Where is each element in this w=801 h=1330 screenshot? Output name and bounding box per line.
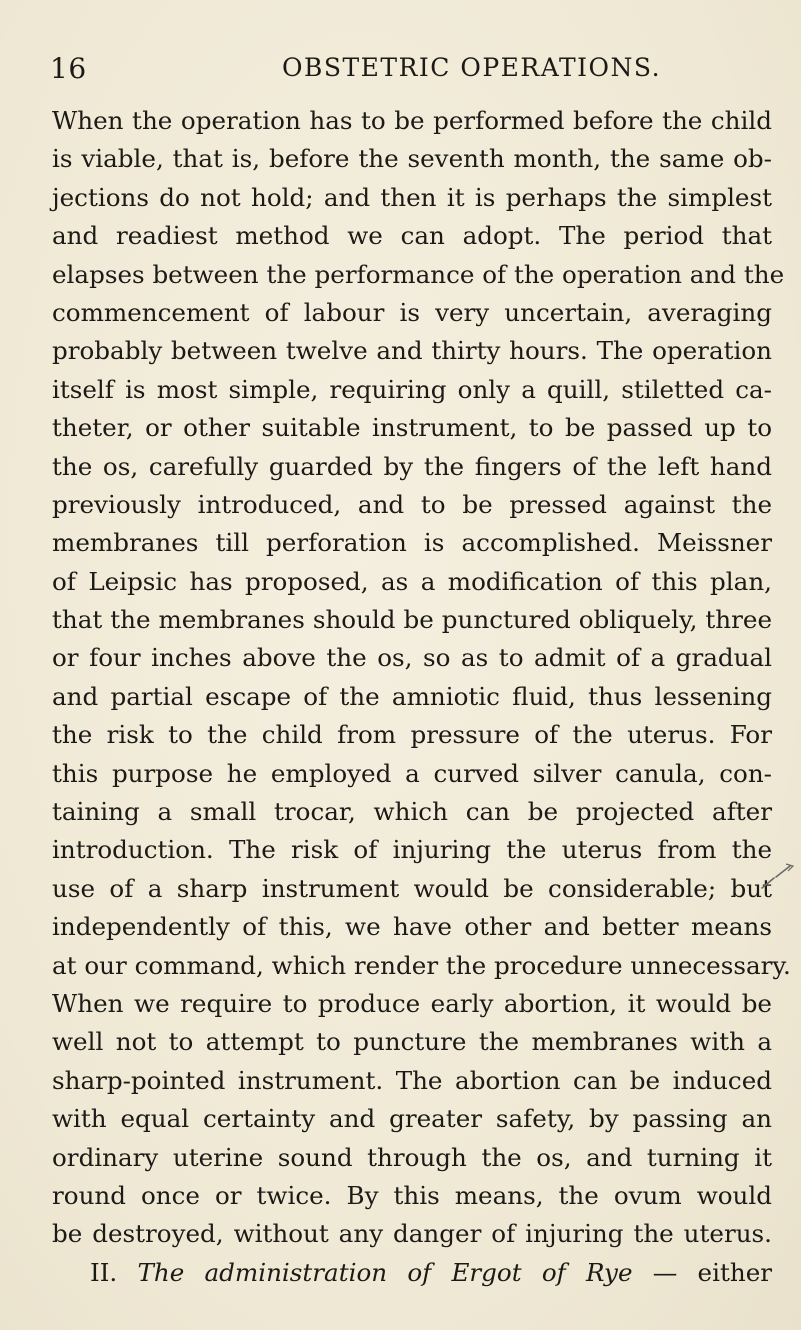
text-line: at our command, which render the procedure unnecessary. (52, 950, 791, 980)
text-line: and partial escape of the amniotic fluid, thus lessening (52, 681, 772, 711)
text-line: round once or twice. By this means, the ovum would (52, 1180, 772, 1210)
text-line: commencement of labour is very uncertain, averaging (52, 297, 772, 327)
text-line: jections do not hold; and then it is perhaps the simplest (52, 182, 772, 212)
text-line: and readiest method we can adopt. The period that (52, 221, 772, 251)
text-line: previously introduced, and to be pressed against the (52, 489, 772, 519)
page-header (50, 52, 770, 88)
text-line: When we require to produce early abortion, it would be (52, 988, 772, 1018)
section-title: The administration of Ergot of Rye (137, 1257, 633, 1287)
text-line: of Leipsic has proposed, as a modification of this plan, (52, 566, 772, 596)
text-line: with equal certainty and greater safety, by passing an (52, 1104, 772, 1134)
body-text (52, 102, 791, 1292)
text-line: the risk to the child from pressure of the uterus. For (52, 720, 772, 750)
text-line: ordinary uterine sound through the os, and turning it (52, 1142, 772, 1172)
text-line: elapses between the performance of the operation and the (52, 259, 785, 289)
text-line: is viable, that is, before the seventh month, the same ob- (52, 144, 772, 174)
text-line: itself is most simple, requiring only a quill, stiletted ca- (52, 374, 772, 404)
text-line: probably between twelve and thirty hours. The operation (52, 336, 772, 366)
page-number: 16 (50, 52, 87, 85)
text-line: sharp-pointed instrument. The abortion can be induced (52, 1065, 772, 1095)
text-line: independently of this, we have other and better means (52, 912, 772, 942)
section-number: II. (90, 1257, 118, 1287)
text-line: introduction. The risk of injuring the uterus from the (52, 835, 772, 865)
text-line: use of a sharp instrument would be considerable; but (52, 873, 772, 903)
section-heading-line (52, 1254, 772, 1292)
text-line: this purpose he employed a curved silver canula, con- (52, 758, 772, 788)
text-line: well not to attempt to puncture the membranes with a (52, 1027, 772, 1057)
text-line: be destroyed, without any danger of injuring the uterus. (52, 1219, 772, 1249)
text-line: theter, or other suitable instrument, to be passed up to (52, 413, 772, 443)
text-line: that the membranes should be punctured obliquely, three (52, 605, 772, 635)
text-line: the os, carefully guarded by the fingers of the left hand (52, 451, 772, 481)
pencil-check-mark-icon (760, 858, 796, 892)
text-line: taining a small trocar, which can be projected after (52, 797, 772, 827)
section-continuation: — either (652, 1257, 773, 1287)
running-title: OBSTETRIC OPERATIONS. (282, 53, 662, 82)
text-line: membranes till perforation is accomplished. Meissner (52, 528, 772, 558)
text-line: When the operation has to be performed before the child (52, 106, 772, 135)
text-line: or four inches above the os, so as to admit of a gradual (52, 643, 772, 673)
